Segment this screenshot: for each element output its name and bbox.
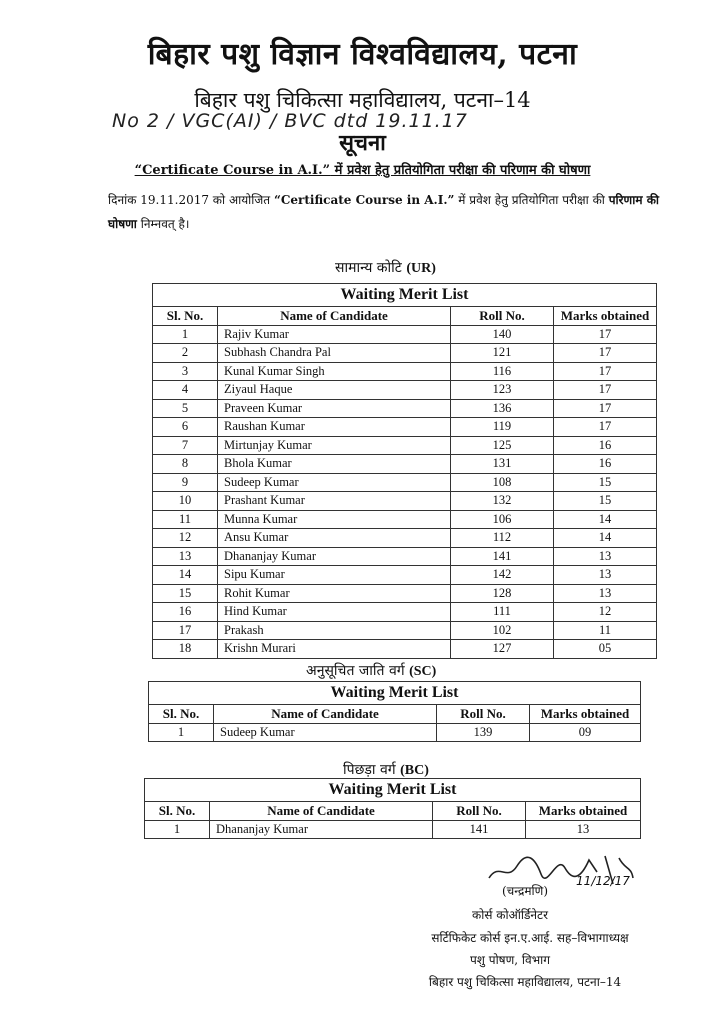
- cell-roll: 142: [451, 566, 554, 585]
- designation-1: कोर्स कोऑर्डिनेटर: [472, 908, 548, 922]
- cell-roll: 131: [451, 455, 554, 474]
- col-marks: Marks obtained: [554, 307, 657, 326]
- signature-date: 11/12/17: [576, 874, 630, 888]
- category-label-sc: [306, 661, 436, 680]
- cell-name: Kunal Kumar Singh: [218, 362, 451, 381]
- category-hindi: पिछड़ा वर्ग: [343, 762, 396, 778]
- cell-name: Rohit Kumar: [218, 584, 451, 603]
- cell-marks: 14: [554, 510, 657, 529]
- cell-marks: 17: [554, 399, 657, 418]
- notice-body: [108, 188, 678, 236]
- cell-roll: 116: [451, 362, 554, 381]
- cell-name: Sudeep Kumar: [218, 473, 451, 492]
- cell-name: Subhash Chandra Pal: [218, 344, 451, 363]
- cell-name: Prashant Kumar: [218, 492, 451, 511]
- cell-sl: 14: [153, 566, 218, 585]
- cell-marks: 13: [526, 820, 641, 839]
- cell-roll: 106: [451, 510, 554, 529]
- subtitle-course: “Certificate Course in A.I.”: [134, 163, 331, 178]
- cell-name: Bhola Kumar: [218, 455, 451, 474]
- cell-marks: 16: [554, 455, 657, 474]
- table-row: [149, 723, 641, 742]
- cell-sl: 1: [145, 820, 210, 839]
- table-row: [153, 492, 657, 511]
- cell-roll: 108: [451, 473, 554, 492]
- cell-name: Munna Kumar: [218, 510, 451, 529]
- col-name: Name of Candidate: [214, 705, 437, 724]
- body-part-1: दिनांक 19.11.2017 को आयोजित: [108, 193, 274, 207]
- col-marks: Marks obtained: [526, 802, 641, 821]
- cell-name: Dhananjay Kumar: [210, 820, 433, 839]
- reference-number: No 2 / VGC(AI) / BVC dtd 19.11.17: [112, 110, 468, 132]
- table-row: [145, 820, 641, 839]
- cell-roll: 140: [451, 325, 554, 344]
- cell-sl: 1: [153, 325, 218, 344]
- body-part-2: में प्रवेश हेतु प्रतियोगिता परीक्षा की: [454, 193, 609, 207]
- merit-table-bc: [144, 778, 641, 839]
- merit-table-ur: [152, 283, 657, 659]
- notice-subtitle: [0, 160, 725, 178]
- cell-marks: 17: [554, 362, 657, 381]
- college-title: बिहार पशु चिकित्सा महाविद्यालय, पटना–14: [194, 88, 531, 112]
- cell-roll: 123: [451, 381, 554, 400]
- designation-4: बिहार पशु चिकित्सा महाविद्यालय, पटना–14: [428, 975, 622, 989]
- cell-roll: 127: [451, 640, 554, 659]
- col-roll: Roll No.: [433, 802, 526, 821]
- cell-name: Sudeep Kumar: [214, 723, 437, 742]
- cell-marks: 13: [554, 566, 657, 585]
- cell-sl: 17: [153, 621, 218, 640]
- cell-roll: 128: [451, 584, 554, 603]
- cell-marks: 13: [554, 584, 657, 603]
- cell-roll: 132: [451, 492, 554, 511]
- category-code: (SC): [409, 664, 437, 679]
- merit-table-sc: [148, 681, 641, 742]
- cell-sl: 11: [153, 510, 218, 529]
- cell-roll: 102: [451, 621, 554, 640]
- cell-marks: 05: [554, 640, 657, 659]
- table-row: [153, 621, 657, 640]
- table-caption: Waiting Merit List: [145, 779, 641, 802]
- cell-marks: 17: [554, 381, 657, 400]
- table-row: [153, 640, 657, 659]
- table-row: [153, 381, 657, 400]
- cell-sl: 16: [153, 603, 218, 622]
- cell-name: Ziyaul Haque: [218, 381, 451, 400]
- col-roll: Roll No.: [451, 307, 554, 326]
- cell-sl: 5: [153, 399, 218, 418]
- cell-name: Praveen Kumar: [218, 399, 451, 418]
- cell-roll: 111: [451, 603, 554, 622]
- cell-roll: 141: [451, 547, 554, 566]
- table-row: [153, 362, 657, 381]
- body-part-3: निम्नवत् है।: [136, 217, 190, 231]
- designation-3: पशु पोषण, विभाग: [469, 953, 551, 967]
- table-row: [153, 566, 657, 585]
- col-roll: Roll No.: [437, 705, 530, 724]
- cell-marks: 09: [530, 723, 641, 742]
- col-sl: Sl. No.: [145, 802, 210, 821]
- table-row: [153, 584, 657, 603]
- col-marks: Marks obtained: [530, 705, 641, 724]
- category-hindi: अनुसूचित जाति वर्ग: [306, 663, 405, 679]
- cell-sl: 12: [153, 529, 218, 548]
- cell-name: Raushan Kumar: [218, 418, 451, 437]
- cell-name: Mirtunjay Kumar: [218, 436, 451, 455]
- cell-name: Krishn Murari: [218, 640, 451, 659]
- body-bold: परिणाम की घोषणा: [108, 193, 660, 231]
- cell-marks: 16: [554, 436, 657, 455]
- signatory-name: (चन्द्रमणि): [501, 884, 549, 898]
- cell-sl: 10: [153, 492, 218, 511]
- table-row: [153, 325, 657, 344]
- cell-marks: 15: [554, 492, 657, 511]
- category-label-ur: [335, 258, 436, 277]
- col-sl: Sl. No.: [153, 307, 218, 326]
- cell-sl: 1: [149, 723, 214, 742]
- cell-sl: 6: [153, 418, 218, 437]
- cell-marks: 13: [554, 547, 657, 566]
- cell-name: Prakash: [218, 621, 451, 640]
- table-row: [153, 529, 657, 548]
- col-sl: Sl. No.: [149, 705, 214, 724]
- cell-marks: 17: [554, 344, 657, 363]
- category-code: (BC): [400, 763, 429, 778]
- col-name: Name of Candidate: [210, 802, 433, 821]
- cell-marks: 15: [554, 473, 657, 492]
- cell-marks: 12: [554, 603, 657, 622]
- university-title: बिहार पशु विज्ञान विश्वविद्यालय, पटना: [147, 37, 578, 72]
- category-label-bc: [343, 760, 429, 779]
- table-row: [153, 547, 657, 566]
- table-caption: Waiting Merit List: [153, 284, 657, 307]
- cell-marks: 17: [554, 325, 657, 344]
- cell-name: Sipu Kumar: [218, 566, 451, 585]
- table-caption: Waiting Merit List: [149, 682, 641, 705]
- cell-sl: 15: [153, 584, 218, 603]
- category-code: (UR): [406, 261, 436, 276]
- table-row: [153, 473, 657, 492]
- col-name: Name of Candidate: [218, 307, 451, 326]
- cell-sl: 2: [153, 344, 218, 363]
- cell-marks: 14: [554, 529, 657, 548]
- table-row: [153, 436, 657, 455]
- cell-name: Ansu Kumar: [218, 529, 451, 548]
- cell-sl: 13: [153, 547, 218, 566]
- cell-name: Hind Kumar: [218, 603, 451, 622]
- notice-heading: सूचना: [339, 130, 386, 156]
- category-hindi: सामान्य कोटि: [335, 260, 402, 276]
- cell-sl: 4: [153, 381, 218, 400]
- table-row: [153, 510, 657, 529]
- cell-sl: 18: [153, 640, 218, 659]
- table-row: [153, 603, 657, 622]
- cell-name: Dhananjay Kumar: [218, 547, 451, 566]
- table-row: [153, 418, 657, 437]
- body-course: “Certificate Course in A.I.”: [273, 193, 455, 207]
- cell-marks: 17: [554, 418, 657, 437]
- table-row: [153, 399, 657, 418]
- cell-sl: 3: [153, 362, 218, 381]
- designation-2: सर्टिफिकेट कोर्स इन.ए.आई. सह–विभागाध्यक्ष: [431, 931, 629, 945]
- cell-roll: 139: [437, 723, 530, 742]
- cell-roll: 125: [451, 436, 554, 455]
- cell-roll: 141: [433, 820, 526, 839]
- cell-sl: 7: [153, 436, 218, 455]
- cell-roll: 121: [451, 344, 554, 363]
- cell-roll: 112: [451, 529, 554, 548]
- cell-name: Rajiv Kumar: [218, 325, 451, 344]
- cell-sl: 9: [153, 473, 218, 492]
- cell-roll: 136: [451, 399, 554, 418]
- cell-marks: 11: [554, 621, 657, 640]
- table-row: [153, 455, 657, 474]
- table-row: [153, 344, 657, 363]
- subtitle-rest: में प्रवेश हेतु प्रतियोगिता परीक्षा की परिणाम की घोषणा: [330, 163, 591, 178]
- cell-sl: 8: [153, 455, 218, 474]
- cell-roll: 119: [451, 418, 554, 437]
